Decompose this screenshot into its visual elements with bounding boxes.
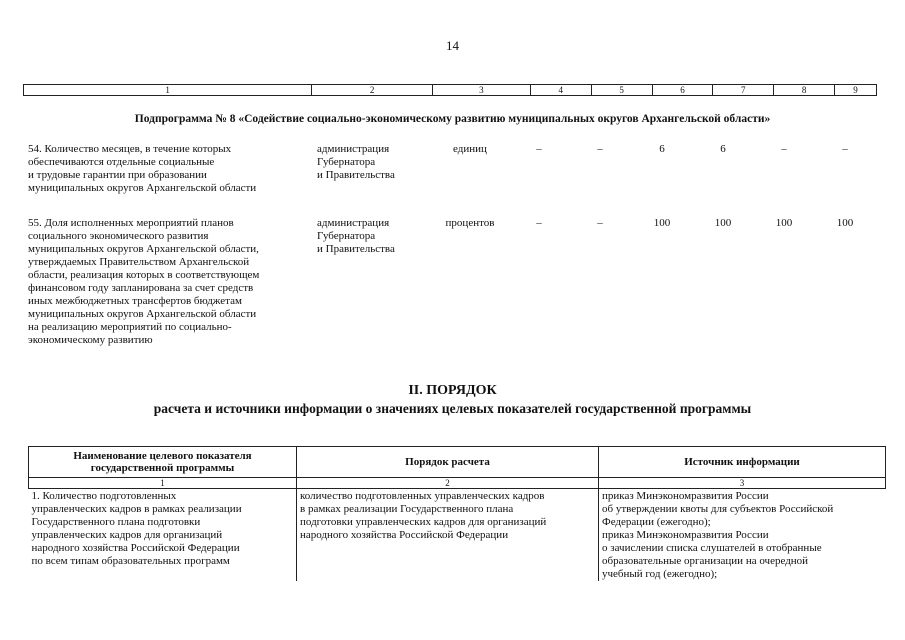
text-line: образовательные организации на очередной xyxy=(602,555,809,567)
value-cell: 100 xyxy=(836,217,854,229)
text-line: обеспечиваются отдельные социальные xyxy=(28,156,215,168)
indicator-name xyxy=(28,217,308,347)
text-line: учебный год (ежегодно); xyxy=(602,568,718,580)
text-line: и Правительства xyxy=(317,243,395,255)
text-line: приказ Минэкономразвития России xyxy=(602,529,769,541)
unit: единиц xyxy=(453,143,487,155)
text-line: экономическому развитию xyxy=(28,334,153,346)
text-line: и трудовые гарантии при образовании xyxy=(28,169,207,181)
value-cell: 6 xyxy=(659,143,665,155)
text-line: администрация xyxy=(317,143,390,155)
subprogram-title: Подпрограмма № 8 «Содействие социально-экономическому развитию муниципальных округов Архангельской области» xyxy=(134,113,771,125)
section-heading: II. ПОРЯДОК xyxy=(408,383,497,398)
page-number: 14 xyxy=(446,38,459,53)
text-line: и Правительства xyxy=(317,169,395,181)
value-cell: – xyxy=(597,143,603,155)
table-header-row xyxy=(29,447,886,478)
column-number: 6 xyxy=(652,85,713,95)
column-number: 5 xyxy=(591,85,652,95)
header-calculation-order: Порядок расчета xyxy=(297,447,599,478)
text-line: муниципальных округов Архангельской области xyxy=(28,308,257,320)
text-line: Губернатора xyxy=(317,156,376,168)
table-index-row xyxy=(29,478,886,489)
text-line: народного хозяйства Российской Федерации xyxy=(31,542,240,554)
text-line: Губернатора xyxy=(317,230,376,242)
value-cell: – xyxy=(781,143,787,155)
header-information-source: Источник информации xyxy=(599,447,886,478)
column-index: 3 xyxy=(599,478,886,489)
text-line: 1. Количество подготовленных xyxy=(31,490,177,502)
value-cell: 100 xyxy=(714,217,732,229)
column-number: 3 xyxy=(432,85,530,95)
column-number-row xyxy=(23,84,877,96)
table-row xyxy=(29,489,886,582)
section-subheading: расчета и источники информации о значениях целевых показателей государственной программы xyxy=(153,401,752,416)
text-line: в рамках реализации Государственного плана xyxy=(300,503,514,515)
indicator-name-cell xyxy=(29,489,297,582)
source-cell xyxy=(599,489,886,582)
text-line: количество подготовленных управленческих кадров xyxy=(300,490,545,502)
text-line: Федерации (ежегодно); xyxy=(602,516,711,528)
column-number: 7 xyxy=(712,85,773,95)
text-line: 55. Доля исполненных мероприятий планов xyxy=(28,217,234,229)
text-line: утверждаемых Правительством Архангельской xyxy=(28,256,250,268)
value-cell: 6 xyxy=(720,143,726,155)
text-line: управленческих кадров в рамках реализации xyxy=(31,503,242,515)
value-cell: 100 xyxy=(775,217,793,229)
value-cell: – xyxy=(597,217,603,229)
text-line: подготовки управленческих кадров для организаций xyxy=(300,516,547,528)
text-line: социального экономического развития xyxy=(28,230,209,242)
text-line: 54. Количество месяцев, в течение которых xyxy=(28,143,232,155)
value-cell: – xyxy=(536,143,542,155)
text-line: муниципальных округов Архангельской области, xyxy=(28,243,259,255)
column-index: 2 xyxy=(297,478,599,489)
value-cell: – xyxy=(842,143,848,155)
text-line: об утверждении квоты для субъектов Российской xyxy=(602,503,834,515)
column-index: 1 xyxy=(29,478,297,489)
unit: процентов xyxy=(445,217,495,229)
column-number: 8 xyxy=(773,85,834,95)
column-number: 4 xyxy=(530,85,591,95)
text-line: по всем типам образовательных программ xyxy=(31,555,230,567)
text-line: области, реализация которых в соответствующем xyxy=(28,269,260,281)
text-line: народного хозяйства Российской Федерации xyxy=(300,529,509,541)
text-line: о зачислении списка слушателей в отобранные xyxy=(602,542,822,554)
column-number: 1 xyxy=(165,85,170,95)
text-line: на реализацию мероприятий по социально- xyxy=(28,321,232,333)
text-line: управленческих кадров для организаций xyxy=(31,529,223,541)
responsible-executor xyxy=(317,143,427,182)
header-indicator-name: Наименование целевого показателя государственной программы xyxy=(29,447,297,478)
column-number: 9 xyxy=(834,85,876,95)
text-line: Государственного плана подготовки xyxy=(31,516,201,528)
column-number: 2 xyxy=(311,85,432,95)
text-line: администрация xyxy=(317,217,390,229)
responsible-executor xyxy=(317,217,427,256)
text-line: иных межбюджетных трансфертов бюджетам xyxy=(28,295,242,307)
value-cell: – xyxy=(536,217,542,229)
calculation-table xyxy=(28,446,886,581)
indicator-name xyxy=(28,143,308,195)
calculation-cell xyxy=(297,489,599,582)
text-line: муниципальных округов Архангельской области xyxy=(28,182,257,194)
value-cell: 100 xyxy=(653,217,671,229)
text-line: приказ Минэкономразвития России xyxy=(602,490,769,502)
text-line: финансовом году запланирована за счет средств xyxy=(28,282,254,294)
